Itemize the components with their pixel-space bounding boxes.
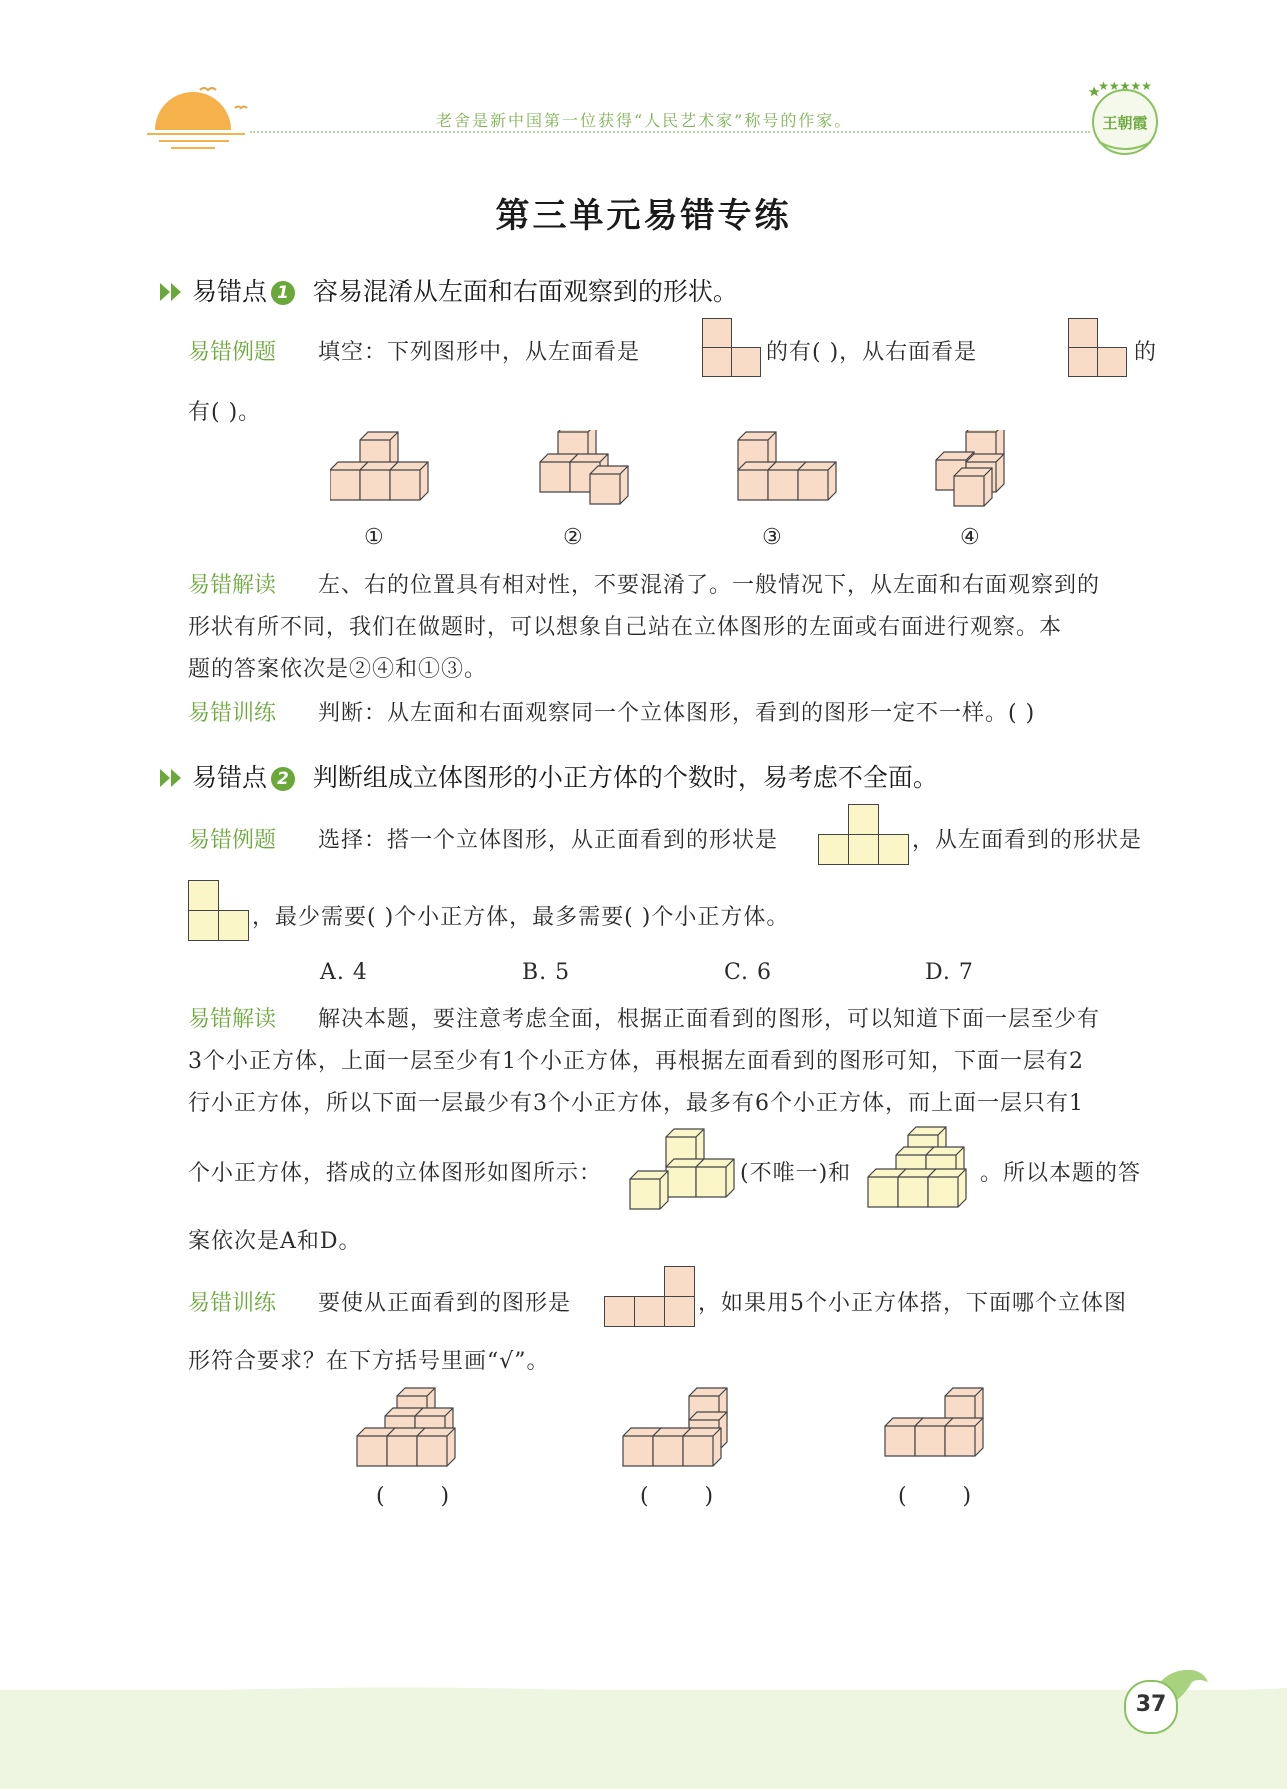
section2-train-text-c: 形符合要求？在下方括号里画“√”。 (188, 1349, 550, 1374)
section2-text: 判断组成立体图形的小正方体的个数时，易考虑不全面。 (312, 763, 938, 792)
section2-number-badge: 2 (271, 767, 295, 791)
section2-explain-line-3: 行小正方体，所以下面一层最少有3个小正方体，最多有6个小正方体，而上面一层只有1 (188, 1091, 1084, 1116)
cube-figures-row-2 (355, 1382, 995, 1482)
train-figure-2 (623, 1388, 727, 1466)
svg-text:★★★★★: ★★★★★ (1098, 79, 1152, 93)
answer-bracket-2[interactable]: ( ) (640, 1484, 714, 1509)
cube-figure-2 (540, 430, 628, 504)
figure-label-4: ④ (960, 525, 980, 550)
cube-figures-row-1 (330, 430, 1030, 560)
page-title: 第三单元易错专练 (495, 196, 792, 236)
header-dotted-line (250, 131, 1090, 133)
header (0, 0, 1287, 170)
left-view-shape-2 (188, 880, 250, 942)
double-arrow-icon (158, 280, 184, 304)
section1-explain-line-1: 左、右的位置具有相对性，不要混淆了。一般情况下，从左面和右面观察到的 (318, 573, 1101, 598)
section2-example-label: 易错例题 (188, 828, 277, 853)
figure-label-1: ① (364, 525, 384, 550)
double-arrow-icon (158, 766, 184, 790)
option-c: C. 6 (724, 960, 773, 985)
section2-explain-line-5: 案依次是A和D。 (188, 1229, 362, 1254)
cube-figure-1 (330, 432, 428, 500)
left-view-shape (702, 318, 762, 378)
sun-icon (145, 78, 255, 153)
option-d: D. 7 (925, 960, 974, 985)
section1-prefix: 易错点 (191, 277, 267, 306)
train-figure-3 (885, 1388, 983, 1456)
section1-example-label: 易错例题 (188, 340, 277, 365)
section1-text: 容易混淆从左面和右面观察到的形状。 (312, 277, 738, 306)
front-view-shape (818, 804, 910, 864)
answer-bracket-1[interactable]: ( ) (376, 1484, 450, 1509)
front-view-shape-2 (604, 1266, 696, 1328)
section1-heading (158, 272, 738, 308)
cube-figure-min (628, 1125, 740, 1211)
train-figure-1 (357, 1388, 455, 1466)
section2-explain-line-4c: 。所以本题的答 (980, 1161, 1142, 1186)
section2-explain-label: 易错解读 (188, 1007, 277, 1032)
cube-figure-max (866, 1125, 978, 1211)
section1-example-text-a: 填空：下列图形中，从左面看是 (318, 340, 641, 365)
section1-explain-line-3: 题的答案依次是②④和①③。 (188, 657, 488, 682)
option-b: B. 5 (522, 960, 571, 985)
brand-logo-icon (1085, 76, 1165, 166)
section2-prefix: 易错点 (191, 763, 267, 792)
option-a: A. 4 (320, 960, 368, 985)
section2-train-text-a: 要使从正面看到的图形是 (318, 1291, 572, 1316)
answer-bracket-3[interactable]: ( ) (898, 1484, 972, 1509)
figure-label-3: ③ (762, 525, 782, 550)
brand-logo-text: 王朝霞 (1102, 114, 1148, 132)
cube-figure-4 (936, 430, 1004, 506)
section2-explain-line-4b: (不唯一)和 (740, 1161, 852, 1186)
section1-train-text: 判断：从左面和右面观察同一个立体图形，看到的图形一定不一样。( ) (318, 701, 1036, 726)
section2-explain-line-4a: 个小正方体，搭成的立体图形如图所示： (188, 1161, 603, 1186)
section2-train-text-b: ，如果用5个小正方体搭，下面哪个立体图 (698, 1291, 1127, 1316)
section2-example-text-a: 选择：搭一个立体图形，从正面看到的形状是 (318, 828, 779, 853)
header-quote: 老舍是新中国第一位获得“人民艺术家”称号的作家。 (436, 111, 853, 130)
section2-example-text-c: ，最少需要( )个小正方体，最多需要( )个小正方体。 (252, 905, 790, 930)
right-view-shape (1068, 318, 1128, 378)
section2-explain-line-1: 解决本题，要注意考虑全面，根据正面看到的图形，可以知道下面一层至少有 (318, 1007, 1101, 1032)
cube-figure-3 (738, 432, 836, 500)
page-number: 37 (1135, 1692, 1167, 1717)
section2-explain-line-2: 3个小正方体，上面一层至少有1个小正方体，再根据左面看到的图形可知，下面一层有2 (188, 1049, 1084, 1074)
figure-label-2: ② (563, 525, 583, 550)
section1-number-badge: 1 (271, 281, 295, 305)
section2-train-label: 易错训练 (188, 1291, 277, 1316)
section1-train-label: 易错训练 (188, 701, 277, 726)
section2-example-text-b: ，从左面看到的形状是 (912, 828, 1143, 853)
section1-example-text-d: 有( )。 (188, 400, 262, 425)
section1-explain-line-2: 形状有所不同，我们在做题时，可以想象自己站在立体图形的左面或右面进行观察。本 (188, 615, 1063, 640)
section2-heading (158, 758, 938, 794)
section1-explain-label: 易错解读 (188, 573, 277, 598)
section1-example-text-c: 的 (1134, 340, 1158, 365)
section1-example-text-b: 的有( )，从右面看是 (766, 340, 978, 365)
footer-wave (0, 1670, 1287, 1710)
